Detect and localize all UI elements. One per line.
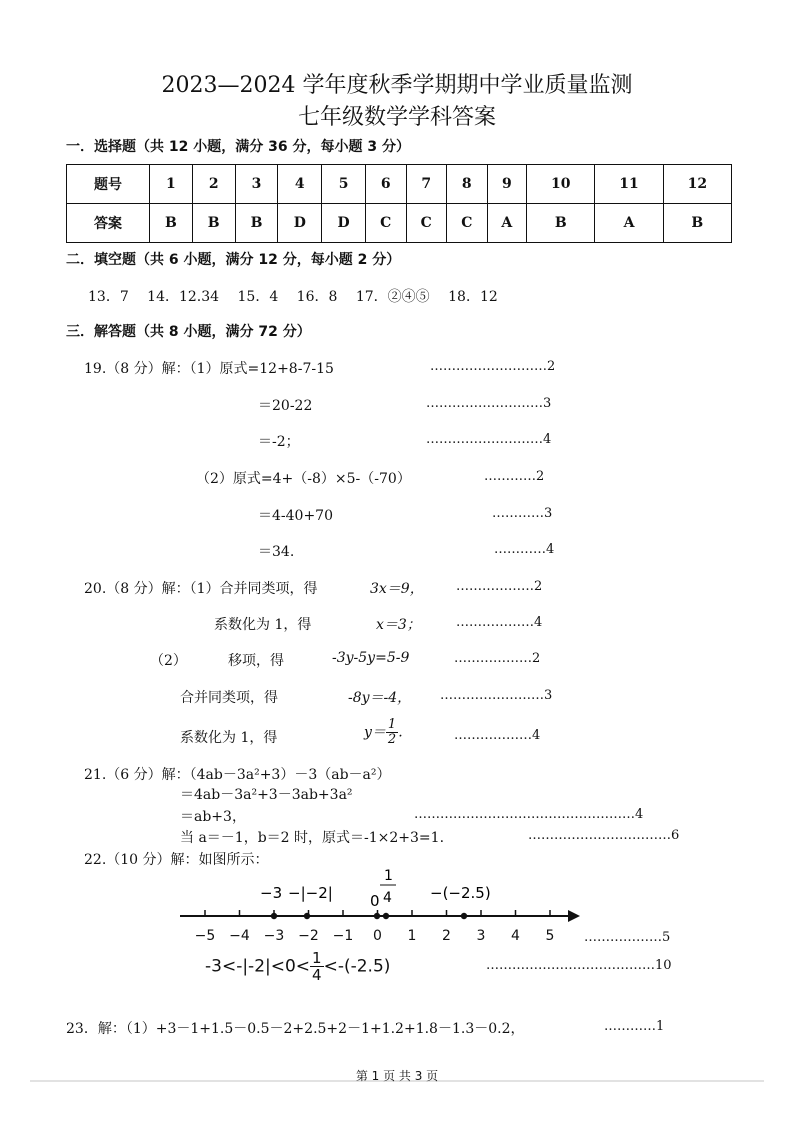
point-minus-abs-minus-2 [304, 913, 310, 919]
q19-score-5: …………3 [492, 506, 553, 521]
q21-score-3: ……………………………………………4 [414, 807, 644, 822]
table-cell: 10 [527, 165, 595, 204]
table-cell: 1 [150, 165, 193, 204]
table-cell: 4 [278, 165, 322, 204]
q21-line-4: 当 a＝－1，b＝2 时，原式＝-1×2+3=1. [180, 830, 445, 846]
table-cell: D [322, 204, 366, 243]
table-cell: D [278, 204, 322, 243]
table-cell: B [527, 204, 595, 243]
q23-score-1: …………1 [604, 1019, 665, 1034]
q19-line-2: ＝20-22 [258, 398, 313, 414]
q21-score-4: ……………………………6 [528, 828, 680, 843]
page-footer: 第 1 页 共 3 页 [355, 1069, 439, 1083]
point-one-quarter [383, 913, 389, 919]
table-cell: A [487, 204, 527, 243]
label-zero: 0 [370, 892, 380, 910]
point-minus-3 [271, 913, 277, 919]
q20-score-2: ………………4 [456, 615, 543, 630]
axis-tick-label: −2 [298, 928, 319, 944]
q20-line-2: 系数化为 1，得 [214, 617, 312, 633]
q21-line-3: ＝ab+3， [180, 809, 246, 825]
axis-tick-label: 0 [373, 928, 382, 944]
table-cell: 7 [406, 165, 447, 204]
number-line [170, 860, 600, 950]
q19-score-3: ………………………4 [426, 432, 552, 447]
axis-tick-label: −5 [194, 928, 216, 944]
q19-score-2: ………………………3 [426, 396, 552, 411]
table-cell: 11 [595, 165, 663, 204]
axis-tick-label: 3 [476, 928, 486, 944]
q19-score-1: ………………………2 [430, 359, 556, 374]
point-zero [374, 913, 380, 919]
section-1-heading: 一．选择题（共 12 小题，满分 36 分，每小题 3 分） [66, 139, 410, 155]
axis-tick-label: 4 [511, 928, 520, 944]
q20-eq-5-left: y＝ [364, 724, 386, 741]
q21-line-1: 21.（6 分）解：（4ab－3a²+3）－3（ab－a²） [84, 767, 391, 783]
q20-line-5: 系数化为 1，得 [180, 730, 278, 746]
label-minus-minus-2-5: −(−2.5) [430, 884, 491, 902]
q20-score-1: ………………2 [456, 579, 543, 594]
q20-line-4: 合并同类项，得 [180, 690, 278, 706]
page-subtitle: 七年级数学学科答案 [297, 105, 496, 130]
q20-eq-1: 3x＝9， [370, 581, 424, 597]
table-cell: A [595, 204, 663, 243]
table-row [67, 204, 732, 243]
q19-line-1: 19.（8 分）解：（1）原式=12+8-7-15 [84, 361, 334, 377]
axis-tick-label: −3 [263, 928, 285, 944]
q20-score-3: ………………2 [454, 651, 541, 666]
fraction-one-half: $\frac{1}{2}$ [387, 717, 397, 747]
label-quarter-num: 1 [384, 868, 393, 884]
table-cell: B [150, 204, 193, 243]
q20-score-4: ……………………3 [440, 688, 553, 703]
axis-tick-label: −4 [229, 928, 250, 944]
q19-score-6: …………4 [494, 542, 555, 557]
table-cell: 6 [365, 165, 406, 204]
table-cell: C [406, 204, 447, 243]
table-cell: 5 [322, 165, 366, 204]
arrow-right-icon [568, 910, 580, 922]
table-cell: 12 [663, 165, 731, 204]
table-row [67, 165, 732, 204]
axis-tick-label: 2 [442, 928, 451, 944]
q20-eq-4: -8y＝-4， [348, 690, 412, 706]
point-minus-minus-2-5 [461, 913, 467, 919]
table-cell: 9 [487, 165, 527, 204]
q20-score-5: ………………4 [454, 728, 541, 743]
table-cell: B [235, 204, 278, 243]
q19-line-4: （2）原式=4+（-8）×5-（-70） [196, 471, 411, 487]
table-cell: 题号 [67, 165, 150, 204]
q19-line-6: ＝34. [258, 544, 295, 560]
table-cell: B [663, 204, 731, 243]
axis-tick-label: 1 [407, 928, 417, 944]
q20-line-3: 移项，得 [228, 653, 284, 669]
answer-table [66, 164, 732, 243]
q19-line-5: ＝4-40+70 [258, 508, 333, 524]
q19-score-4: …………2 [484, 469, 545, 484]
table-cell: C [447, 204, 488, 243]
q20-part-2-label: （2） [150, 653, 187, 669]
page-title: 2023—2024 学年度秋季学期期中学业质量监测 [161, 73, 633, 98]
q22-score-1: ………………5 [584, 930, 671, 945]
q19-line-3: ＝-2； [258, 434, 300, 450]
q20-eq-3: -3y-5y=5-9 [332, 650, 410, 666]
q20-line-1: 20.（8 分）解：（1）合并同类项，得 [84, 581, 318, 597]
axis-tick-label: 5 [545, 928, 555, 944]
q22-inequality: -3<-|-2|<0< $\frac{1}{4}$ <-(-2.5) [205, 949, 391, 984]
label-quarter-den: 4 [383, 890, 392, 906]
fraction-one-quarter: $\frac{1}{4}$ [312, 949, 322, 984]
q22-line-1: 22.（10 分）解：如图所示： [84, 852, 269, 868]
table-cell: 3 [235, 165, 278, 204]
label-minus-3: −3 [260, 884, 283, 902]
table-cell: B [192, 204, 235, 243]
q20-eq-5: y＝ $\frac{1}{2}$ . [364, 717, 403, 747]
q20-eq-2: x＝3； [376, 617, 421, 633]
fill-in-answers: 13．7 14．12.34 15．4 16．8 17．②④⑤ 18．12 [88, 289, 498, 305]
table-cell: 2 [192, 165, 235, 204]
label-minus-abs: −|−2| [288, 884, 333, 902]
table-cell: 8 [447, 165, 488, 204]
q23-line-1: 23．解：（1）+3－1+1.5－0.5－2+2.5+2－1+1.2+1.8－1.3－0.2， [66, 1021, 525, 1037]
table-cell: 答案 [67, 204, 150, 243]
section-3-heading: 三．解答题（共 8 小题，满分 72 分） [66, 324, 311, 340]
section-2-heading: 二．填空题（共 6 小题，满分 12 分，每小题 2 分） [66, 252, 401, 268]
table-cell: C [365, 204, 406, 243]
axis-tick-label: −1 [332, 928, 354, 944]
q22-score-2: …………………………………10 [486, 958, 672, 973]
q21-line-2: ＝4ab－3a²+3－3ab+3a² [180, 787, 353, 803]
